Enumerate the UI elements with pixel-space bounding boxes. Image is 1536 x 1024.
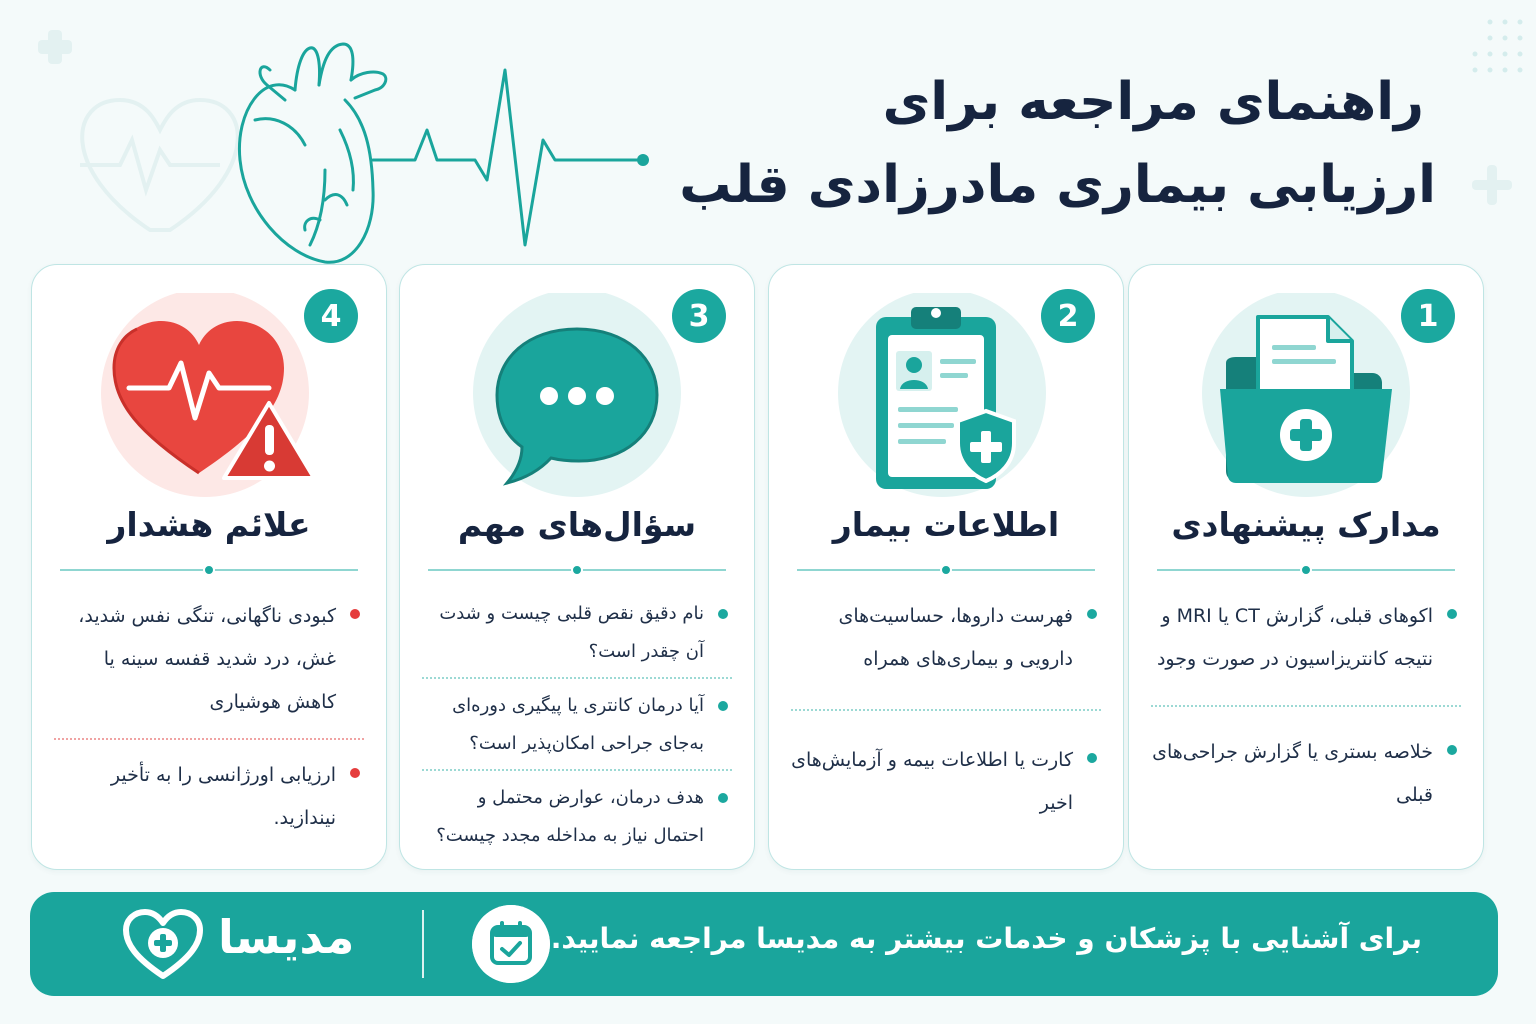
list-item-text: اکوهای قبلی، گزارش CT یا MRI و نتیجه کانتریزاسیون در صورت وجود bbox=[1156, 605, 1433, 670]
list-item bbox=[422, 595, 732, 671]
chat-bubble-icon bbox=[467, 293, 687, 513]
patient-clipboard-icon bbox=[836, 293, 1056, 513]
list-item-text: کارت یا اطلاعات بیمه و آزمایش‌های اخیر bbox=[791, 749, 1073, 814]
page-title-line-2: ارزیابی بیماری مادرزادی قلب bbox=[679, 155, 1436, 215]
page-title-line-1: راهنمای مراجعه برای bbox=[882, 72, 1424, 132]
list-divider bbox=[422, 769, 732, 771]
medical-folder-icon bbox=[1196, 293, 1416, 513]
card-title: سؤال‌های مهم bbox=[457, 505, 697, 544]
list-item-text: نام دقیق نقص قلبی چیست و شدت آن چقدر است؟ bbox=[439, 603, 704, 662]
heart-plus-icon bbox=[122, 908, 204, 982]
footer-divider bbox=[422, 910, 424, 978]
card-bullet-list bbox=[54, 595, 364, 840]
card-divider bbox=[428, 563, 726, 577]
footer-message: برای آشنایی با پزشکان و خدمات بیشتر به مدیسا مراجعه نمایید. bbox=[550, 922, 1422, 955]
card-bullet-list bbox=[791, 595, 1101, 825]
card-title: مدارک پیشنهادی bbox=[1171, 505, 1441, 544]
list-item bbox=[422, 687, 732, 763]
calendar-check-icon bbox=[472, 905, 550, 983]
card-bullet-list bbox=[422, 595, 732, 855]
list-item bbox=[1151, 731, 1461, 817]
list-item-text: فهرست داروها، حساسیت‌های دارویی و بیماری‌های همراه bbox=[838, 605, 1073, 670]
heart-warning-icon bbox=[99, 293, 319, 513]
list-item bbox=[54, 754, 364, 840]
card-important-questions bbox=[399, 264, 755, 870]
card-bullet-list bbox=[1151, 595, 1461, 817]
list-item bbox=[422, 779, 732, 855]
card-divider bbox=[60, 563, 358, 577]
list-item bbox=[791, 595, 1101, 681]
list-item-text: کبودی ناگهانی، تنگی نفس شدید، غش، درد شدید قفسه سینه یا کاهش هوشیاری bbox=[78, 605, 336, 713]
card-number-badge: 2 bbox=[1041, 289, 1095, 343]
card-number-badge: 3 bbox=[672, 289, 726, 343]
card-patient-info bbox=[768, 264, 1124, 870]
list-item bbox=[791, 739, 1101, 825]
list-divider bbox=[1151, 705, 1461, 707]
list-divider bbox=[54, 738, 364, 740]
card-title: علائم هشدار bbox=[107, 505, 311, 544]
list-divider bbox=[422, 677, 732, 679]
anatomical-heart-ecg-icon bbox=[225, 30, 665, 270]
card-warning-signs bbox=[31, 264, 387, 870]
list-divider bbox=[791, 709, 1101, 711]
brand-name: مدیسا bbox=[218, 910, 355, 964]
card-divider bbox=[1157, 563, 1455, 577]
card-suggested-documents bbox=[1128, 264, 1484, 870]
footer-banner bbox=[30, 892, 1498, 996]
list-item bbox=[1151, 595, 1461, 681]
list-item-text: آیا درمان کانتری یا پیگیری دوره‌ای به‌جای جراحی امکان‌پذیر است؟ bbox=[452, 695, 704, 754]
list-item bbox=[54, 595, 364, 724]
card-divider bbox=[797, 563, 1095, 577]
list-item-text: خلاصه بستری یا گزارش جراحی‌های قبلی bbox=[1152, 741, 1433, 806]
card-title: اطلاعات بیمار bbox=[832, 505, 1060, 544]
list-item-text: هدف درمان، عوارض محتمل و احتمال نیاز به مداخله مجدد چیست؟ bbox=[436, 787, 704, 846]
card-number-badge: 4 bbox=[304, 289, 358, 343]
list-item-text: ارزیابی اورژانسی را به تأخیر نیندازید. bbox=[110, 764, 336, 829]
card-number-badge: 1 bbox=[1401, 289, 1455, 343]
